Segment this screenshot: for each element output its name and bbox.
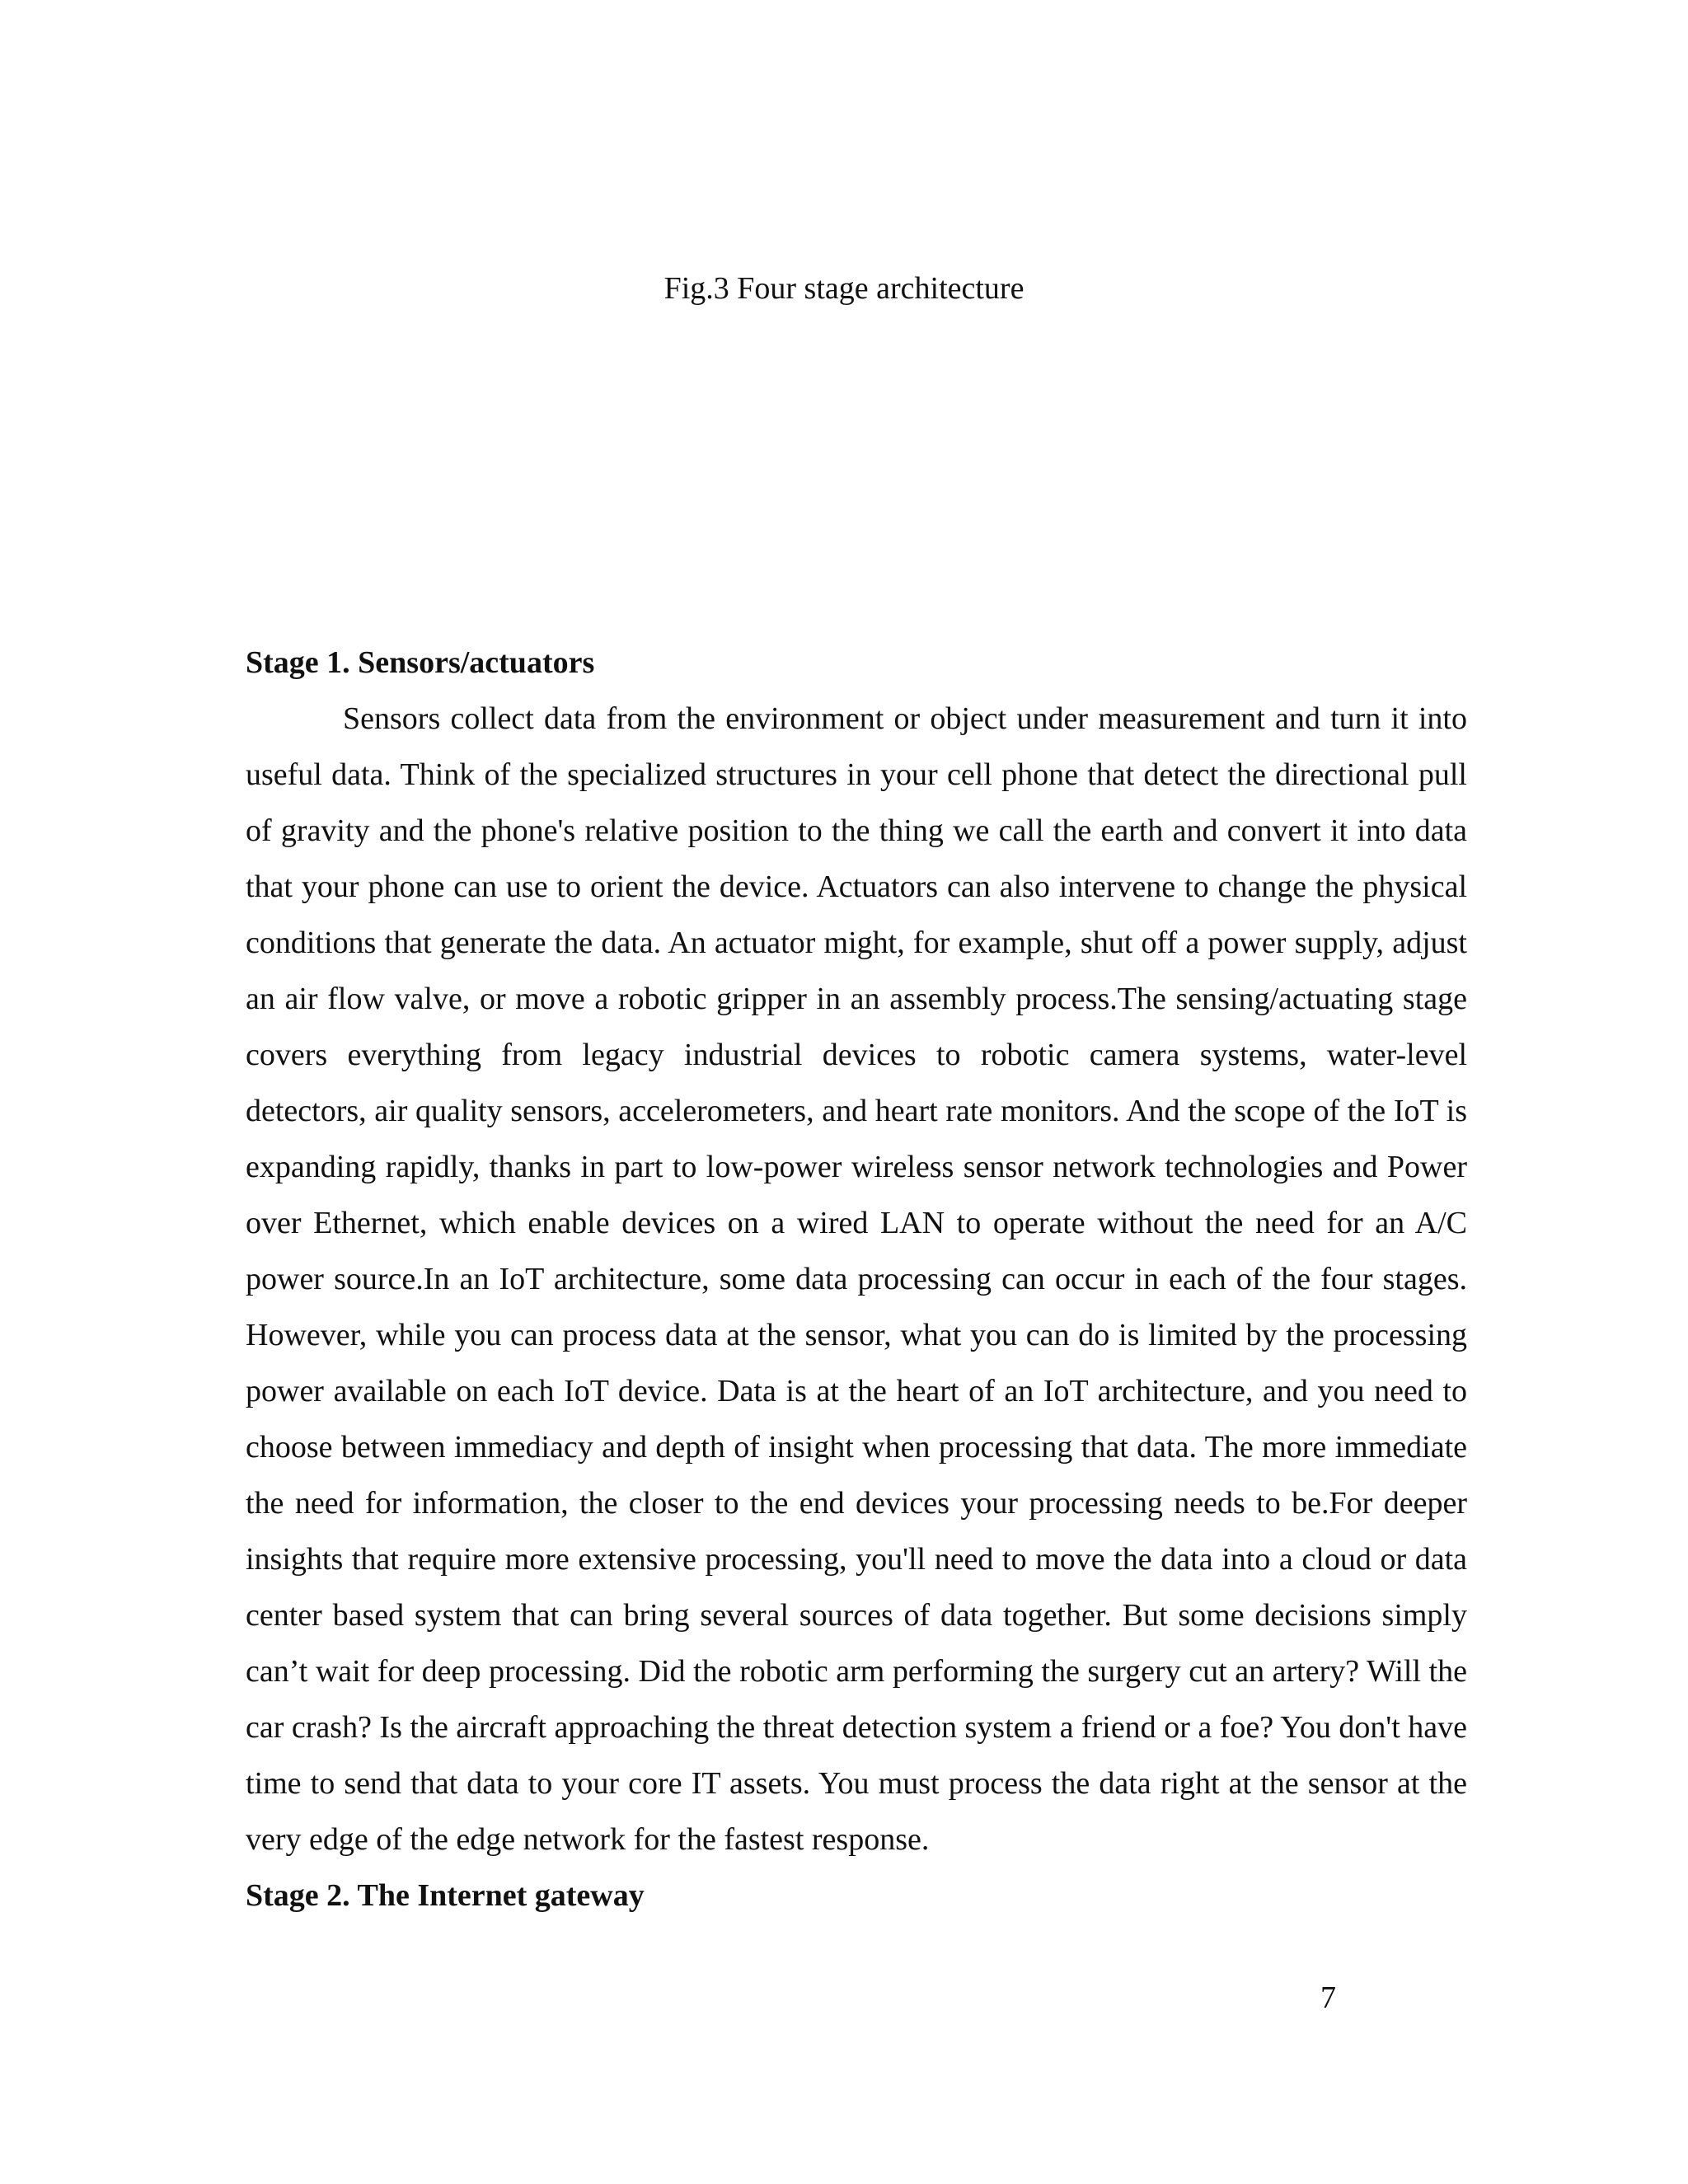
main-content [246,635,1467,1924]
page-number: 7 [1320,1980,1336,2015]
section-heading-stage-2: Stage 2. The Internet gateway [246,1878,645,1913]
section-heading-stage-1: Stage 1. Sensors/actuators [246,645,595,680]
figure-caption: Fig.3 Four stage architecture [663,271,1025,306]
section-paragraph-stage-1: Sensors collect data from the environment or object under measurement and turn it into useful data. Think of the specialized structures in your cell phone that detect the directional pull of gravity and the phone's relative position to the thing we call the earth and convert it into data that your phone can use to orient the device. Actuators can also intervene to change the physical conditions that generate the data. An actuator might, for example, shut off a power supply, adjust an air flow valve, or move a robotic gripper in an assembly process.The sensing/actuating stage covers everything from legacy industrial devices to robotic camera systems, water-level detectors, air quality sensors, accelerometers, and heart rate monitors. And the scope of the IoT is expanding rapidly, thanks in part to low-power wireless sensor network technologies and Power over Ethernet, which enable devices on a wired LAN to operate without the need for an A/C power source.In an IoT architecture, some data processing can occur in each of the four stages. However, while you can process data at the sensor, what you can do is limited by the processing power available on each IoT device. Data is at the heart of an IoT architecture, and you need to choose between immediacy and depth of insight when processing that data. The more immediate the need for information, the closer to the end devices your processing needs to be.For deeper insights that require more extensive processing, you'll need to move the data into a cloud or data center based system that can bring several sources of data together. But some decisions simply can’t wait for deep processing. Did the robotic arm performing the surgery cut an artery? Will the car crash? Is the aircraft approaching the threat detection system a friend or a foe? You don't have time to send that data to your core IT assets. You must process the data right at the sensor at the very edge of the edge network for the fastest response. [246,701,1467,1857]
